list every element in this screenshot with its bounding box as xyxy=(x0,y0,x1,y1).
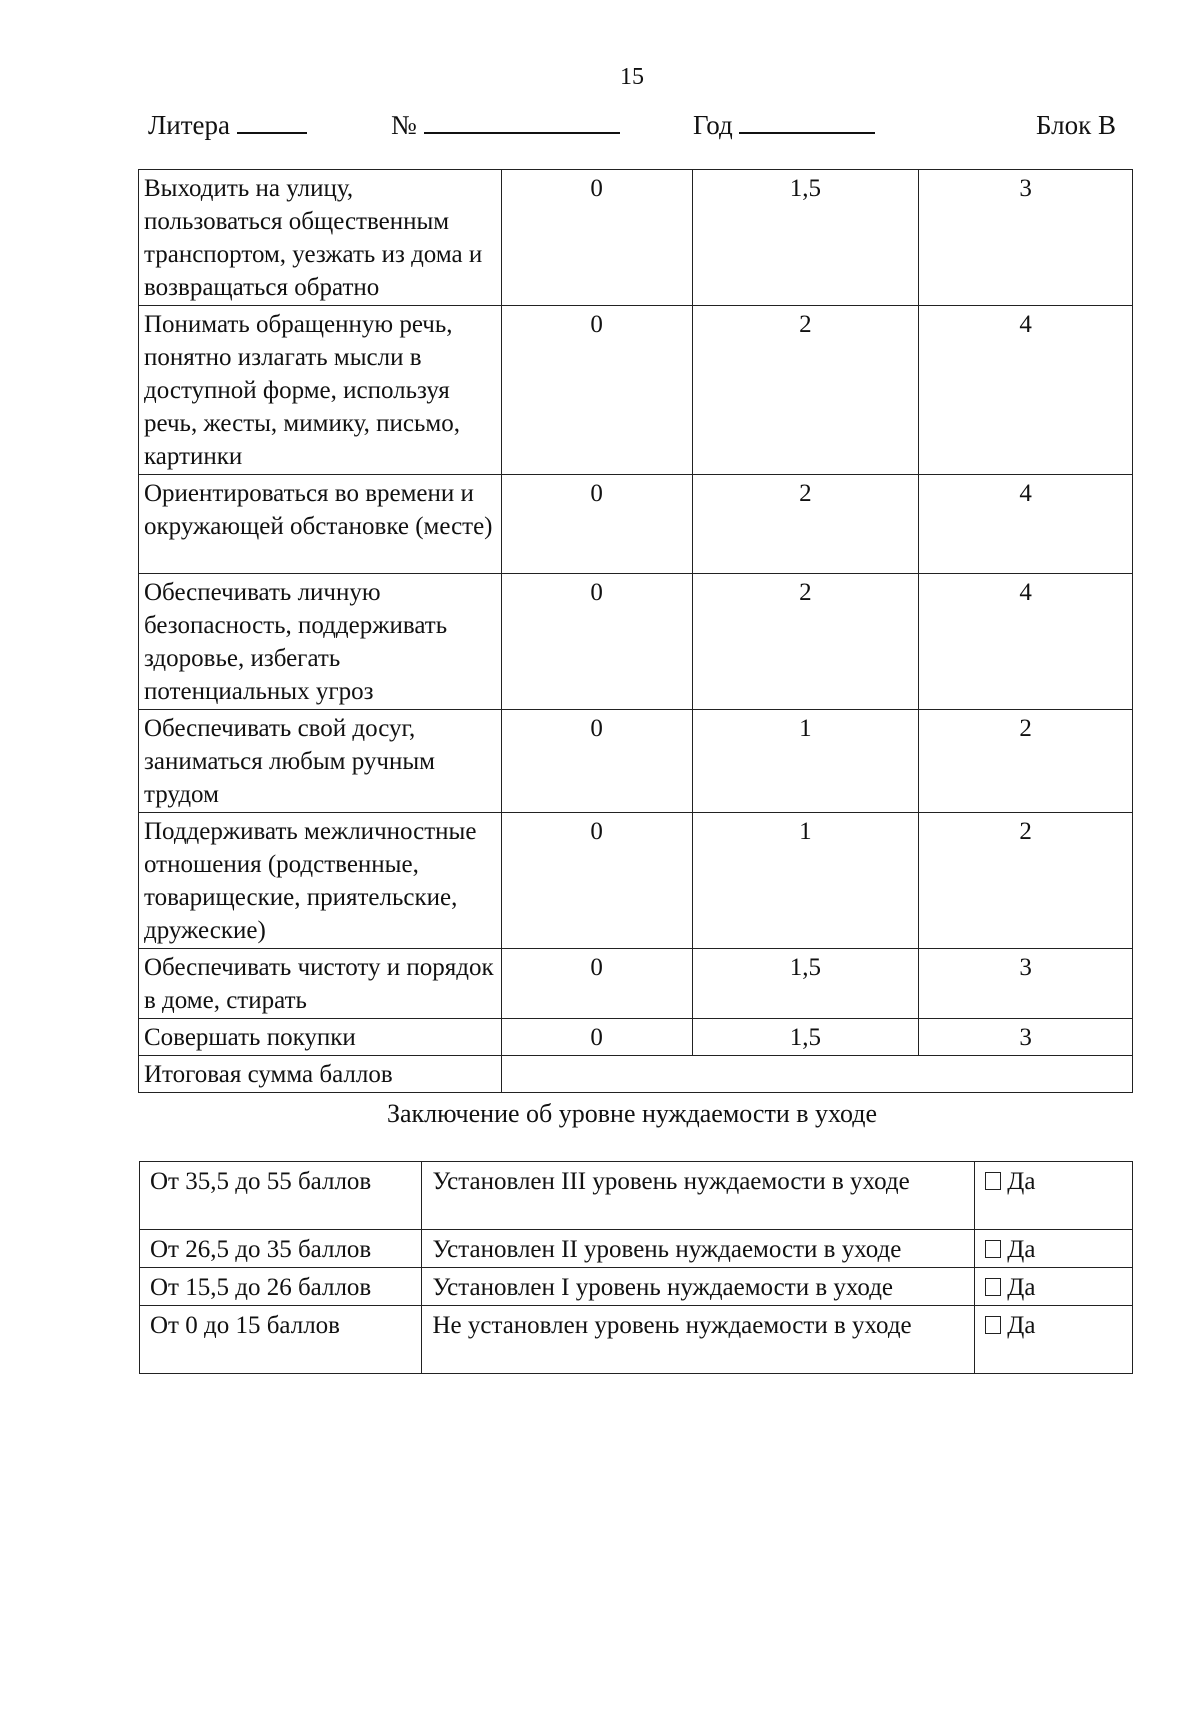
litera-label: Литера xyxy=(148,110,231,140)
score-cell: 0 xyxy=(501,1019,692,1056)
activity-description: Ориентироваться во времени и окружающей обстановке (месте) xyxy=(139,475,502,574)
total-row xyxy=(139,1056,1133,1093)
table-row xyxy=(139,710,1133,813)
conclusion-title: Заключение об уровне нуждаемости в уходе xyxy=(386,1099,878,1128)
care-level-result: Установлен I уровень нуждаемости в уходе xyxy=(422,1268,975,1306)
yes-label: Да xyxy=(1007,1236,1036,1263)
activity-description: Обеспечивать личную безопасность, поддерживать здоровье, избегать потенциальных угроз xyxy=(139,574,502,710)
table-row xyxy=(139,813,1133,949)
litera-blank[interactable] xyxy=(237,130,307,134)
score-cell: 0 xyxy=(501,574,692,710)
checkbox-icon[interactable] xyxy=(985,1172,1001,1190)
activity-description: Поддерживать межличностные отношения (родственные, товарищеские, приятельские, дружеские) xyxy=(139,813,502,949)
checkbox-icon[interactable] xyxy=(985,1278,1001,1296)
yes-checkbox[interactable] xyxy=(975,1162,1133,1230)
score-cell: 4 xyxy=(919,306,1133,475)
score-cell: 0 xyxy=(501,813,692,949)
table-row xyxy=(139,1019,1133,1056)
score-range: От 26,5 до 35 баллов xyxy=(140,1230,422,1268)
activity-description: Понимать обращенную речь, понятно излагать мысли в доступной форме, используя речь, жесты, мимику, письмо, картинки xyxy=(139,306,502,475)
yes-label: Да xyxy=(1007,1312,1036,1339)
block-label: Блок В xyxy=(1036,110,1116,140)
table-row xyxy=(140,1268,1133,1306)
score-cell: 1 xyxy=(692,813,919,949)
care-level-result: Не установлен уровень нуждаемости в уходе xyxy=(422,1306,975,1374)
table-row xyxy=(139,170,1133,306)
table-row xyxy=(139,949,1133,1019)
activity-description: Совершать покупки xyxy=(139,1019,502,1056)
score-cell: 4 xyxy=(919,574,1133,710)
table-row xyxy=(140,1162,1133,1230)
score-cell: 0 xyxy=(501,170,692,306)
score-range: От 0 до 15 баллов xyxy=(140,1306,422,1374)
score-cell: 3 xyxy=(919,170,1133,306)
year-label: Год xyxy=(693,110,733,140)
table-row xyxy=(140,1230,1133,1268)
yes-label: Да xyxy=(1007,1168,1036,1195)
score-cell: 3 xyxy=(919,1019,1133,1056)
number-blank[interactable] xyxy=(424,130,620,134)
score-cell: 0 xyxy=(501,306,692,475)
score-cell: 2 xyxy=(692,475,919,574)
score-cell: 1,5 xyxy=(692,170,919,306)
score-cell: 0 xyxy=(501,475,692,574)
table-row xyxy=(139,574,1133,710)
number-label: № xyxy=(391,110,417,140)
score-cell: 1,5 xyxy=(692,949,919,1019)
yes-checkbox[interactable] xyxy=(975,1230,1133,1268)
yes-checkbox[interactable] xyxy=(975,1268,1133,1306)
activity-description: Выходить на улицу, пользоваться общественным транспортом, уезжать из дома и возвращаться обратно xyxy=(139,170,502,306)
score-cell: 2 xyxy=(919,813,1133,949)
activity-description: Обеспечивать свой досуг, заниматься любым ручным трудом xyxy=(139,710,502,813)
litera-field xyxy=(148,110,307,141)
checkbox-icon[interactable] xyxy=(985,1240,1001,1258)
score-cell: 0 xyxy=(501,710,692,813)
activity-scores-table xyxy=(138,169,1133,1093)
score-range: От 35,5 до 55 баллов xyxy=(140,1162,422,1230)
care-level-table xyxy=(139,1161,1133,1374)
score-cell: 4 xyxy=(919,475,1133,574)
number-field xyxy=(391,110,620,141)
score-cell: 2 xyxy=(692,574,919,710)
score-cell: 1 xyxy=(692,710,919,813)
score-cell: 2 xyxy=(692,306,919,475)
year-field xyxy=(693,110,875,141)
care-level-result: Установлен II уровень нуждаемости в уходе xyxy=(422,1230,975,1268)
year-blank[interactable] xyxy=(739,130,875,134)
care-level-result: Установлен III уровень нуждаемости в уходе xyxy=(422,1162,975,1230)
score-cell: 1,5 xyxy=(692,1019,919,1056)
table-row xyxy=(139,306,1133,475)
total-score-field[interactable] xyxy=(501,1056,1132,1093)
table-row xyxy=(140,1306,1133,1374)
activity-description: Обеспечивать чистоту и порядок в доме, стирать xyxy=(139,949,502,1019)
yes-checkbox[interactable] xyxy=(975,1306,1133,1374)
total-label: Итоговая сумма баллов xyxy=(139,1056,502,1093)
page-number: 15 xyxy=(620,64,644,90)
table-row xyxy=(139,475,1133,574)
score-cell: 3 xyxy=(919,949,1133,1019)
yes-label: Да xyxy=(1007,1274,1036,1301)
score-range: От 15,5 до 26 баллов xyxy=(140,1268,422,1306)
score-cell: 2 xyxy=(919,710,1133,813)
checkbox-icon[interactable] xyxy=(985,1316,1001,1334)
score-cell: 0 xyxy=(501,949,692,1019)
